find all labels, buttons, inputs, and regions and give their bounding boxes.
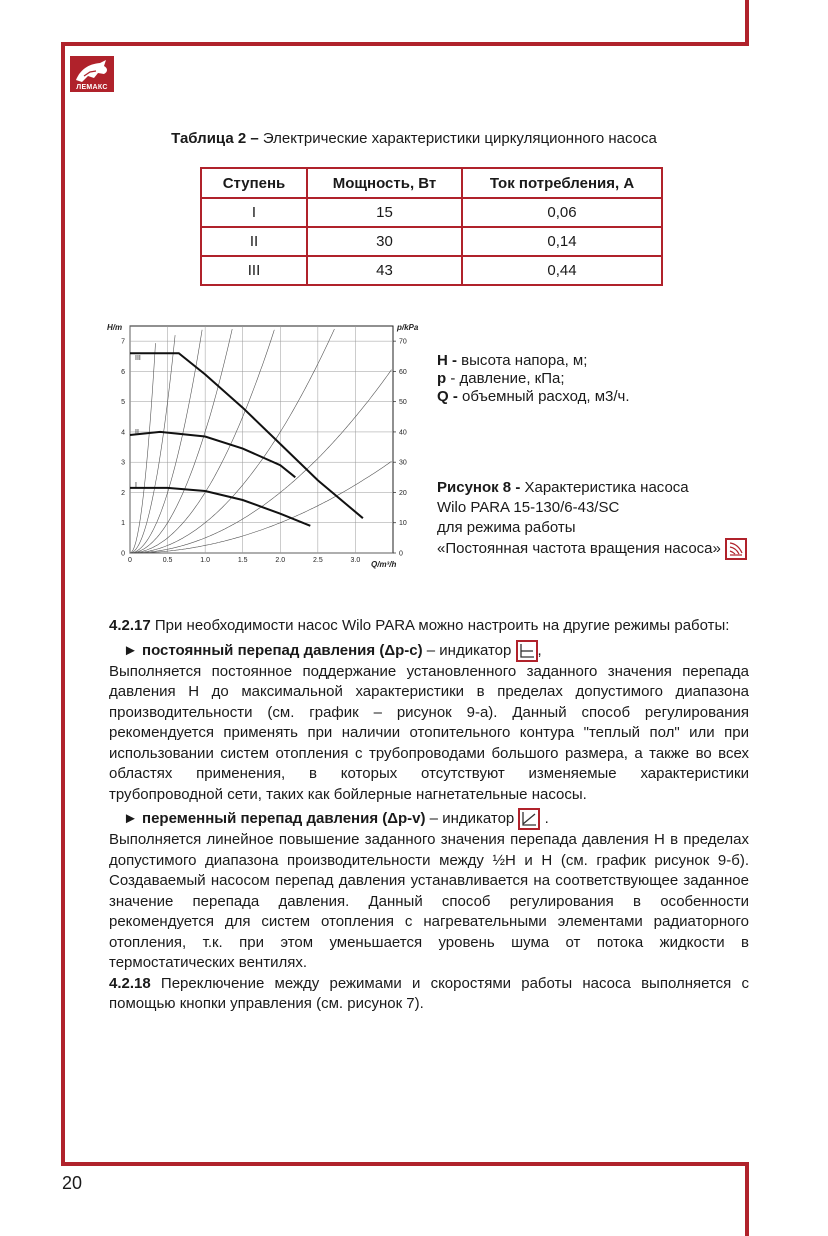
electrical-spec-table: [200, 167, 663, 286]
legend-p: p - давление, кПа;: [437, 370, 565, 387]
table-cell: 15: [307, 198, 462, 227]
legend-q: Q - объемный расход, м3/ч.: [437, 388, 630, 405]
table-cell: III: [201, 256, 307, 285]
table-cell: I: [201, 198, 307, 227]
y2-tick-label: 40: [399, 429, 407, 437]
y2-tick-label: 50: [399, 399, 407, 407]
table-cell: 0,44: [462, 256, 662, 285]
header-power: Мощность, Вт: [307, 168, 462, 198]
right-axis-label: p/kPa: [397, 323, 419, 332]
table-cell: II: [201, 227, 307, 256]
y-tick-label: 2: [121, 489, 125, 497]
y-tick-label: 1: [121, 520, 125, 528]
system-curve: [130, 335, 175, 553]
table-cell: 0,06: [462, 198, 662, 227]
x-tick-label: 0: [128, 557, 132, 564]
logo-text: ЛЕМАКС: [70, 84, 114, 91]
pump-characteristic-chart: [105, 316, 425, 576]
left-axis-label: H/m: [107, 323, 123, 332]
x-tick-label: 2.5: [312, 557, 323, 564]
table-cell: 43: [307, 256, 462, 285]
page-frame-right-bottom: [745, 1162, 749, 1236]
x-tick-label: 2.0: [275, 557, 286, 564]
page-frame-bottom: [61, 1162, 749, 1166]
pump-curve-i: [130, 488, 310, 526]
y-tick-label: 6: [121, 368, 125, 376]
variable-pressure-indicator-icon: [518, 808, 540, 830]
curve-label-ii: II: [135, 429, 139, 436]
page-number: 20: [62, 1173, 83, 1193]
x-tick-label: 3.0: [350, 557, 361, 564]
curve-label-i: I: [135, 482, 137, 489]
paragraph-4-2-17: 4.2.17 При необходимости насос Wilo PARA можно настроить на другие режимы работы:: [109, 617, 730, 634]
pump-curve-ii: [130, 432, 295, 477]
constant-pressure-indicator-icon: [516, 640, 538, 662]
paragraph-constant-description: Выполняется постоянное поддержание установленного заданного значения перепада давления H до максимальной характеристики в пределах допустимого диапазона производительности (см. график – рисунок 9-а). Данный способ регулирования рекомендуется применять при наличии отопительного контура "теплый пол" или при использовании систем отопления с трубопроводами большого размера, а также во всех областях применения, в которых отсутствуют изменяемые характеристики трубопроводной сети, таких как бойлерные нагнетательные насосы.: [109, 662, 749, 803]
chart-plot-frame: [130, 326, 393, 553]
table-row: [201, 256, 662, 285]
x-tick-label: 1.5: [237, 557, 248, 564]
table-cell: 0,14: [462, 227, 662, 256]
y2-tick-label: 0: [399, 550, 403, 558]
curve-label-iii: III: [135, 355, 141, 362]
system-curve: [130, 343, 156, 553]
y-tick-label: 3: [121, 459, 125, 467]
y2-tick-label: 60: [399, 368, 407, 376]
x-tick-label: 0.5: [162, 557, 173, 564]
pump-curve-iii: [130, 353, 363, 518]
y2-tick-label: 20: [399, 489, 407, 497]
y-tick-label: 7: [121, 338, 125, 346]
mode-item-variable: ► переменный перепад давления (Δp-v) – индикатор .: [109, 808, 749, 830]
y2-tick-label: 30: [399, 459, 407, 467]
figure-caption: Рисунок 8 - Характеристика насоса Wilo PARA 15-130/6-43/SC для режима работы «Постоянная частота вращения насоса»: [437, 478, 747, 560]
x-tick-label: 1.0: [200, 557, 211, 564]
section-body: [109, 616, 749, 1015]
table-row: [201, 227, 662, 256]
constant-speed-indicator-icon: [725, 538, 747, 560]
paragraph-variable-description: Выполняется линейное повышение заданного значения перепада давления H в пределах допустимого диапазона производительности между ½H и H (см. график рисунок 9-б). Создаваемый насосом перепад давления устанавливается на соответствующее заданное значение перепада давления. Данный способ регулирования в особенности рекомендуется для систем отопления с нагревательными элементами радиаторного отопления, т.к. при этом уменьшается уровень шума от потока жидкости в термостатических вентилях.: [109, 831, 749, 971]
paragraph-4-2-18: 4.2.18 Переключение между режимами и скоростями работы насоса выполняется с помощью кнопки управления (см. рисунок 7).: [109, 974, 749, 1012]
table-cell: 30: [307, 227, 462, 256]
chart-legend: [437, 352, 630, 406]
x-axis-label: Q/m³/h: [371, 560, 397, 569]
header-stage: Ступень: [201, 168, 307, 198]
y-tick-label: 5: [121, 399, 125, 407]
page-frame-top: [61, 42, 749, 46]
table-row: [201, 198, 662, 227]
mode-item-constant: ► постоянный перепад давления (Δp-c) – индикатор ,: [109, 640, 749, 662]
header-current: Ток потребления, А: [462, 168, 662, 198]
y2-tick-label: 10: [399, 520, 407, 528]
table-caption: Таблица 2 – Электрические характеристики циркуляционного насоса: [171, 130, 657, 147]
page-frame-right-top: [745, 0, 749, 46]
y-tick-label: 0: [121, 550, 125, 558]
y-tick-label: 4: [121, 429, 125, 437]
page-frame-left: [61, 42, 65, 1166]
legend-h: H - высота напора, м;: [437, 352, 588, 369]
y2-tick-label: 70: [399, 338, 407, 346]
